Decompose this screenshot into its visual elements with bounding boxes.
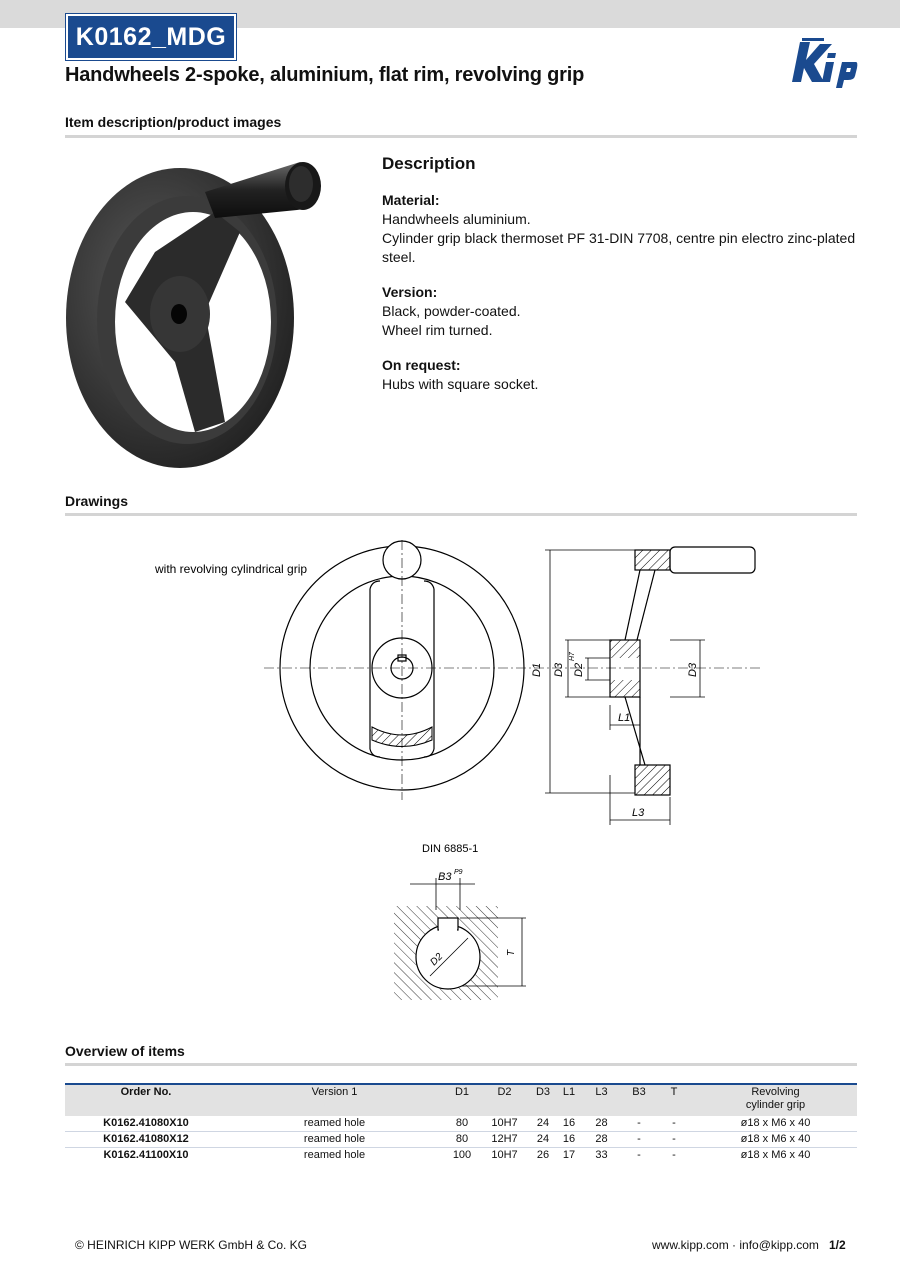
cell-grip: ø18 x M6 x 40 <box>694 1132 857 1148</box>
cell-d2: 12H7 <box>482 1132 527 1148</box>
material-line-1: Handwheels aluminium. <box>382 211 531 227</box>
cell-l1: 16 <box>562 1117 576 1129</box>
handwheel-product-image <box>65 152 325 472</box>
cell-d3: 26 <box>527 1148 559 1164</box>
section-rule <box>65 1063 857 1066</box>
material-label: Material: <box>382 192 440 208</box>
table-row <box>65 1116 857 1132</box>
col-order-no: Order No. <box>65 1084 227 1116</box>
cell-b3: - <box>624 1132 654 1148</box>
col-l3: L3 <box>579 1084 624 1116</box>
col-b3: B3 <box>624 1084 654 1116</box>
col-d2: D2 <box>482 1084 527 1116</box>
request-line-1: Hubs with square socket. <box>382 376 539 392</box>
description-heading: Description <box>382 154 476 173</box>
section-item-description: Item description/product images <box>65 114 282 130</box>
version-line-2: Wheel rim turned. <box>382 322 493 338</box>
material-line-2: Cylinder grip black thermoset PF 31-DIN 7708, centre pin electro zinc-plated steel. <box>382 230 856 265</box>
col-d1: D1 <box>442 1084 482 1116</box>
dim-keyway-d2: D2 <box>428 951 446 969</box>
cell-l1: 16 <box>559 1132 579 1148</box>
dim-d3-left: D3 <box>553 662 565 677</box>
keyway-drawing <box>380 840 540 1010</box>
col-d3: D3 <box>527 1084 559 1116</box>
description-block <box>382 154 862 394</box>
dim-b3: B3 <box>438 871 452 883</box>
cell-d1: 80 <box>455 1117 469 1129</box>
section-overview: Overview of items <box>65 1043 185 1059</box>
dim-d2-tolerance: H7 <box>569 652 576 661</box>
cell-version: reamed hole <box>227 1148 442 1164</box>
dim-l1: L1 <box>618 712 631 724</box>
table-row <box>65 1132 857 1148</box>
items-table <box>65 1083 857 1163</box>
request-label: On request: <box>382 357 461 373</box>
footer-copyright: © HEINRICH KIPP WERK GmbH & Co. KG <box>75 1238 307 1252</box>
cell-d1: 100 <box>442 1148 482 1164</box>
dim-t: T <box>506 949 517 956</box>
cell-grip: ø18 x M6 x 40 <box>740 1117 811 1129</box>
dim-d2: D2 <box>573 662 585 677</box>
kipp-logo <box>786 38 858 90</box>
cell-t: - <box>654 1148 694 1164</box>
dim-l3: L3 <box>632 807 645 819</box>
cell-d3: 24 <box>536 1117 550 1129</box>
col-grip: Revolving cylinder grip <box>694 1084 857 1116</box>
cell-b3: - <box>637 1117 641 1129</box>
cell-l3: 28 <box>595 1117 608 1129</box>
cell-t: - <box>672 1117 676 1129</box>
page-title: Handwheels 2-spoke, aluminium, flat rim, revolving grip <box>65 64 585 86</box>
table-row <box>65 1148 857 1164</box>
col-l1: L1 <box>559 1084 579 1116</box>
cell-order-no: K0162.41100X10 <box>65 1148 227 1164</box>
cell-t: - <box>654 1132 694 1148</box>
dim-d1: D1 <box>531 662 543 677</box>
cell-order-no: K0162.41080X12 <box>65 1132 227 1148</box>
footer-contact[interactable]: www.kipp.com · info@kipp.com <box>652 1238 819 1252</box>
col-version: Version 1 <box>227 1084 442 1116</box>
page-number: 1/2 <box>829 1238 846 1252</box>
section-rule <box>65 513 857 516</box>
section-rule <box>65 135 857 138</box>
din-label: DIN 6885-1 <box>422 843 479 855</box>
cell-version: reamed hole <box>227 1132 442 1148</box>
cell-d1: 80 <box>442 1132 482 1148</box>
cell-l1: 17 <box>559 1148 579 1164</box>
drawing-caption: with revolving cylindrical grip <box>155 562 308 576</box>
table-header-row <box>65 1084 857 1116</box>
dim-b3-tolerance: P9 <box>454 869 463 876</box>
version-label: Version: <box>382 284 438 300</box>
col-t: T <box>654 1084 694 1116</box>
cell-version: reamed hole <box>303 1117 366 1129</box>
dim-d3-right: D3 <box>687 662 699 677</box>
section-drawings: Drawings <box>65 493 129 509</box>
cell-d3: 24 <box>527 1132 559 1148</box>
technical-drawing <box>140 535 780 835</box>
cell-d2: 10H7 <box>482 1148 527 1164</box>
version-line-1: Black, powder-coated. <box>382 303 521 319</box>
cell-l3: 33 <box>579 1148 624 1164</box>
cell-l3: 28 <box>579 1132 624 1148</box>
cell-grip: ø18 x M6 x 40 <box>694 1148 857 1164</box>
cell-b3: - <box>624 1148 654 1164</box>
cell-order-no: K0162.41080X10 <box>103 1117 189 1129</box>
product-code-badge: K0162_MDG <box>66 14 236 60</box>
cell-d2: 10H7 <box>491 1117 518 1129</box>
